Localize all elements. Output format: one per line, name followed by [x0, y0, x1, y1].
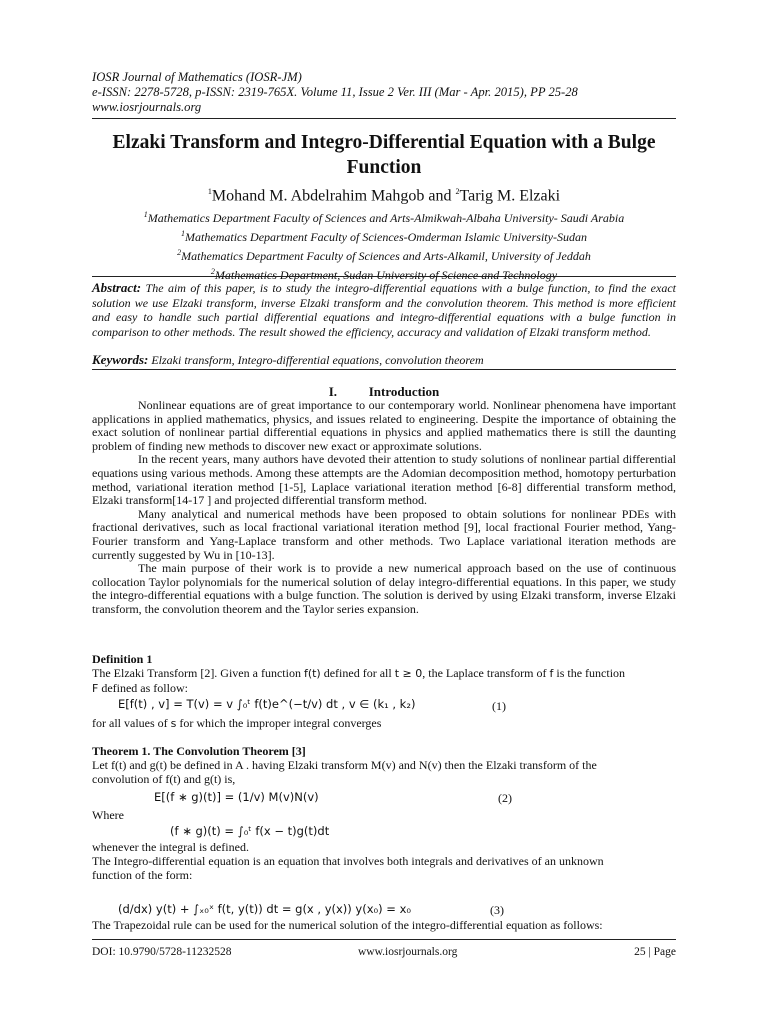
definition-line [92, 681, 676, 696]
convolution-equation: (f ∗ g)(t) = ∫₀ᵗ f(x − t)g(t)dt [170, 824, 330, 838]
abstract [92, 281, 676, 339]
header-rule [92, 118, 676, 119]
affiliation [92, 207, 676, 226]
footer-page: 25 | Page [634, 946, 676, 958]
affiliation-text: Mathematics Department Faculty of Sciences and Arts-Alkamil, University of Jeddah [181, 249, 591, 263]
math: f(t) [303, 667, 321, 680]
text: , the Laplace transform of [422, 666, 550, 680]
theorem-line: convolution of f(t) and g(t) is, [92, 772, 236, 786]
abstract-top-rule [92, 276, 676, 277]
trapezoidal-line: The Trapezoidal rule can be used for the numerical solution of the integro-differential equation as follows: [92, 918, 603, 932]
integro-block [92, 840, 676, 882]
theorem-heading: Theorem 1. The Convolution Theorem [3] [92, 744, 306, 758]
footer-rule [92, 939, 676, 940]
equation-3: (d/dx) y(t) + ∫ₓ₀ˣ f(t, y(t)) dt = g(x , y(x)) y(x₀) = x₀ [118, 902, 411, 916]
section-title: Introduction [368, 384, 440, 399]
affiliation-text: Mathematics Department Faculty of Sciences and Arts-Almikwah-Albaha University- Saudi Arabia [147, 211, 625, 225]
math: f [549, 667, 554, 680]
introduction-body [92, 399, 676, 617]
definition-block [92, 652, 676, 696]
journal-header [92, 70, 578, 115]
author-line [92, 182, 676, 206]
math: F [92, 682, 99, 695]
theorem-line: Let f(t) and g(t) be defined in A . having Elzaki transform M(v) and N(v) then the Elzaki transform of the [92, 758, 597, 772]
journal-site[interactable]: www.iosrjournals.org [92, 100, 202, 114]
text: is the function [553, 666, 626, 680]
paragraph: Many analytical and numerical methods have been proposed to obtain solutions for nonlinear PDEs with fractional derivatives, such as local fractional variational iteration method [9], local fractional Fourier method, Yang-Fourier transform and Yang-Laplace transform and other methods. Two Laplace variational iteration methods are currently suggested by Wu in [10-13]. [92, 506, 676, 562]
abstract-label: Abstract: [92, 280, 142, 295]
equation-1: E[f(t) , v] = T(v) = v ∫₀ᵗ f(t)e^(−t/v) dt , v ∈ (k₁ , k₂) [118, 697, 416, 711]
text: defined as follow: [98, 681, 188, 695]
journal-name: IOSR Journal of Mathematics (IOSR-JM) [92, 70, 302, 84]
journal-issn: e-ISSN: 2278-5728, p-ISSN: 2319-765X. Volume 11, Issue 2 Ver. III (Mar - Apr. 2015), PP 25-28 [92, 85, 578, 99]
keywords-text: Elzaki transform, Integro-differential equations, convolution theorem [148, 353, 484, 367]
author2: Tarig M. Elzaki [459, 187, 561, 205]
equation-3-number: (3) [490, 903, 504, 917]
affiliation-sup: 2 [210, 267, 215, 276]
affiliation [92, 226, 676, 245]
author2-sup: 2 [455, 187, 460, 196]
affiliation [92, 245, 676, 264]
definition-heading: Definition 1 [92, 652, 153, 666]
author1-sup: 1 [207, 187, 212, 196]
keywords [92, 352, 676, 368]
footer-site[interactable]: www.iosrjournals.org [358, 946, 458, 958]
footer-doi: DOI: 10.9790/5728-11232528 [92, 946, 232, 958]
abstract-bottom-rule [92, 369, 676, 370]
where-label: Where [92, 808, 124, 822]
author1: Mohand M. Abdelrahim Mahgob and [211, 187, 456, 205]
theorem-block [92, 744, 676, 786]
paper-title: Elzaki Transform and Integro-Differential Equation with a Bulge Function [112, 132, 656, 178]
math: t ≥ 0 [394, 667, 423, 680]
paragraph: The main purpose of their work is to provide a new numerical approach based on the use of continuous collocation Taylor polynomials for the numerical solution of delay integro-differential equations. In this paper, we study the integro-differential equations with a bulge function. The solution is derived by using Elzaki transform, inverse Elzaki transform, the convolution theorem and the Taylor series expansion. [92, 561, 676, 616]
text-line: The Integro-differential equation is an equation that involves both integrals and derivatives of an unknown [92, 854, 604, 868]
math: s [170, 717, 177, 730]
affiliations [92, 207, 676, 283]
section-number: I. [328, 384, 338, 399]
affiliation-sup: 1 [181, 229, 186, 238]
equation-2: E[(f ∗ g)(t)] = (1/v) M(v)N(v) [154, 790, 319, 804]
text: defined for all [320, 666, 395, 680]
abstract-text: The aim of this paper, is to study the integro-differential equations with a bulge function, to find the exact solution we use Elzaki transform, inverse Elzaki transform and the convolution theorem. This method is more efficient and easy to handle such partial differential equations and integro-differential equations with a bulge function in comparison to other methods. The result showed the efficiency, accuracy and validation of Elzaki transform method. [92, 281, 676, 339]
paragraph: In the recent years, many authors have devoted their attention to study solutions of nonlinear partial differential equations using various methods. Among these attempts are the Adomian decomposition method, homotopy perturbation method, variational iteration method [1-5], Laplace variational iteration method [6-8] differential transform method, Elzaki transform[14-17 ] and projected differential transform method. [92, 452, 676, 508]
definition-after [92, 716, 676, 731]
affiliation-sup: 1 [143, 210, 148, 219]
affiliation-sup: 2 [177, 248, 182, 257]
paragraph: Nonlinear equations are of great importance to our contemporary world. Nonlinear phenomena have important applications in applied mathematics, physics, and issues related to engineering. Despite the importance of obtaining the exact solution of nonlinear partial differential equations in physics and applied mathematics there is still the daunting problem of finding new methods to discover new exact or approximate solutions. [92, 398, 676, 453]
equation-1-number: (1) [492, 699, 506, 713]
definition-line [92, 666, 676, 681]
text-line: whenever the integral is defined. [92, 840, 249, 854]
text: for all values of [92, 716, 171, 730]
equation-2-number: (2) [498, 791, 512, 805]
affiliation-text: Mathematics Department Faculty of Sciences-Omderman Islamic University-Sudan [185, 230, 587, 244]
text-line: function of the form: [92, 868, 193, 882]
text: The Elzaki Transform [2]. Given a function [92, 666, 304, 680]
keywords-label: Keywords: [92, 352, 149, 367]
text: for which the improper integral converges [176, 716, 382, 730]
affiliation-text: Mathematics Department, Sudan University of Science and Technology [214, 268, 558, 282]
